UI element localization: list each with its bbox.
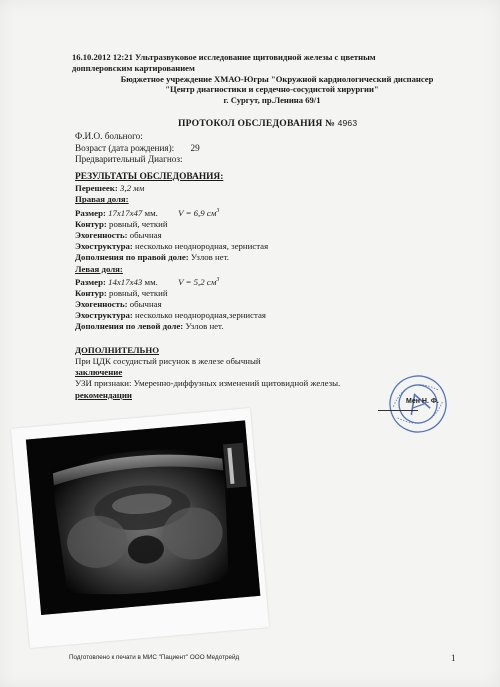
additional-heading: ДОПОЛНИТЕЛЬНО — [75, 344, 160, 355]
right-size-unit: мм. — [144, 207, 158, 218]
right-contour-row — [75, 219, 495, 230]
protocol-title — [178, 118, 357, 129]
header-line-institution: Бюджетное учреждение ХМАО-Югры "Окружной кардиологический диспансер — [120, 73, 434, 84]
page-number: 1 — [451, 653, 456, 663]
left-echogenicity-row — [75, 299, 495, 310]
left-extra-value: Узлов нет. — [185, 321, 224, 332]
left-size-row — [75, 275, 495, 288]
left-contour-row — [75, 288, 495, 299]
right-echogenicity-label: Эхогенность: — [75, 229, 128, 240]
right-size-row — [75, 206, 495, 219]
left-size-value: 14х17х43 — [108, 276, 143, 287]
right-contour-label: Контур: — [75, 218, 107, 229]
signature-line — [378, 410, 418, 411]
left-size-label: Размер: — [75, 276, 106, 287]
protocol-number: 4963 — [337, 118, 358, 128]
left-contour-label: Контур: — [75, 287, 107, 298]
right-extra-value: Узлов нет. — [190, 252, 229, 263]
left-echogenicity-label: Эхогенность: — [75, 299, 128, 310]
right-echostructure-row — [75, 241, 495, 252]
header-line-exam: 16.10.2012 12:21 Ультразвуковое исследование щитовидной железы с цветным — [72, 52, 376, 62]
conclusion-text: УЗИ признаки: Умеренно-диффузных изменений щитовидной железы. — [75, 378, 341, 389]
right-volume-superscript: 3 — [216, 207, 220, 214]
conclusion-heading: заключение — [75, 367, 123, 378]
left-volume-text: V = 5,2 см — [178, 276, 217, 287]
left-echogenicity-value: обычная — [129, 299, 162, 310]
left-extra-row — [75, 321, 495, 332]
right-echogenicity-row — [75, 230, 495, 241]
right-volume — [178, 208, 219, 218]
header-line-doppler: допплеровским картированием — [72, 62, 195, 73]
right-echostructure-value: несколько неоднородная, зернистая — [135, 241, 269, 252]
patient-age-row — [75, 143, 200, 155]
right-echogenicity-value: обычная — [129, 229, 162, 240]
right-lobe-heading: Правая доля: — [75, 194, 129, 205]
isthmus-label: Перешеек: — [75, 183, 118, 194]
left-extra-label: Дополнения по левой доле: — [75, 321, 184, 332]
left-volume-superscript: 3 — [216, 276, 220, 283]
left-echostructure-label: Эхоструктура: — [75, 310, 133, 321]
patient-info — [75, 131, 200, 166]
right-echostructure-label: Эхоструктура: — [75, 241, 133, 252]
patient-diagnosis-label: Предварительный Диагноз: — [75, 154, 183, 165]
results-heading: РЕЗУЛЬТАТЫ ОБСЛЕДОВАНИЯ: — [75, 172, 224, 182]
left-contour-value: ровный, четкий — [109, 287, 168, 298]
ultrasound-printout — [11, 408, 269, 648]
isthmus-row — [75, 183, 495, 194]
ultrasound-scan — [26, 420, 261, 615]
doctor-signature: Мен Н. Ф. — [406, 398, 439, 405]
results-section — [75, 172, 495, 401]
right-size-value: 17х17х47 — [108, 207, 143, 218]
left-lobe-heading: Левая доля: — [75, 263, 123, 274]
right-contour-value: ровный, четкий — [109, 218, 168, 229]
right-extra-label: Дополнения по правой доле: — [75, 252, 189, 263]
left-echostructure-row — [75, 310, 495, 321]
isthmus-value: 3,2 мм — [119, 183, 145, 194]
patient-name-label: Ф.И.О. больного: — [75, 131, 143, 141]
right-size-label: Размер: — [75, 207, 106, 218]
document-header — [72, 52, 472, 106]
header-line-center: "Центр диагностики и сердечно-сосудистой хирургии" — [165, 84, 379, 95]
footer-printed-by: Подготовлено к печати в МИС "Пациент" ООО Медотрейд — [69, 654, 240, 661]
left-echostructure-value: несколько неоднородная,зернистая — [135, 310, 266, 321]
right-extra-row — [75, 252, 495, 263]
patient-age-value: 29 — [190, 142, 200, 153]
ultrasound-image — [26, 420, 261, 615]
recommendations-heading: рекомендации — [75, 389, 132, 400]
protocol-title-text: ПРОТОКОЛ ОБСЛЕДОВАНИЯ № — [178, 118, 335, 129]
patient-age-label: Возраст (дата рождения): — [75, 142, 175, 153]
section-gap — [75, 333, 495, 345]
header-line-address: г. Сургут, пр.Ленина 69/1 — [223, 95, 321, 106]
right-volume-text: V = 6,9 см — [178, 207, 217, 218]
left-volume — [178, 277, 219, 287]
additional-text: При ЦДК сосудистый рисунок в железе обычный — [75, 355, 261, 366]
left-size-unit: мм. — [144, 276, 158, 287]
